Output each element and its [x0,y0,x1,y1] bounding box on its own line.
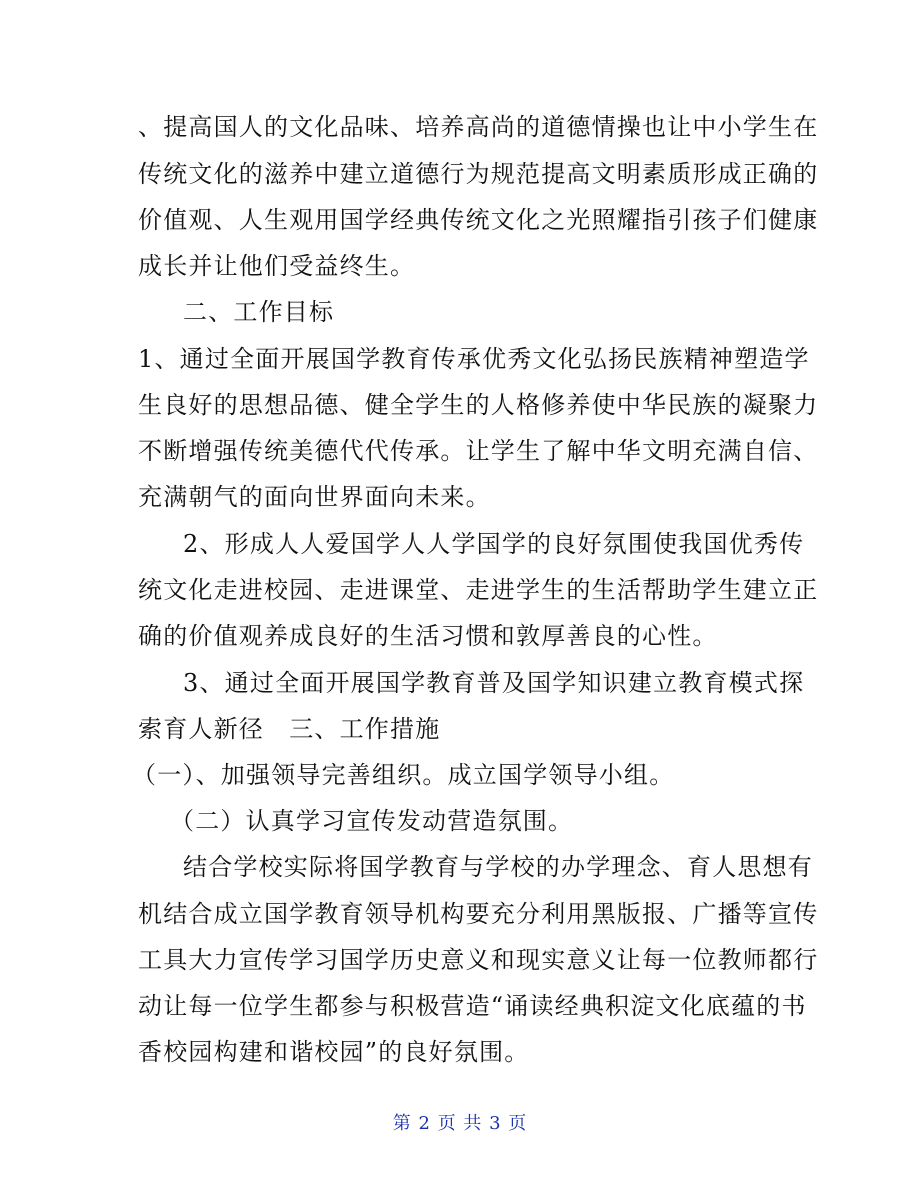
paragraph-line: 结合学校实际将国学教育与学校的办学理念、育人思想有 [183,853,813,881]
paragraph-line: （一）、加强领导完善组织。成立国学领导小组。 [132,761,675,789]
paragraph-line: 工具大力宣传学习国学历史意义和现实意义让每一位教师都行 [138,946,819,974]
paragraph-line: 生良好的思想品德、健全学生的人格修养使中华民族的凝聚力 [138,391,819,419]
paragraph-line: 香校园构建和谐校园”的良好氛围。 [138,1038,530,1066]
paragraph-line: 不断增强传统美德代代传承。让学生了解中华文明充满自信、 [138,437,819,465]
paragraph-line: 价值观、人生观用国学经典传统文化之光照耀指引孩子们健康 [138,206,819,234]
paragraph-line: （二）认真学习宣传发动营造氛围。 [170,807,574,835]
paragraph-line: 2、形成人人爱国学人人学国学的良好氛围使我国优秀传 [183,530,805,558]
paragraph-line: 传统文化的滋养中建立道德行为规范提高文明素质形成正确的 [138,160,819,188]
paragraph-line: 1、通过全面开展国学教育传承优秀文化弘扬民族精神塑造学 [138,345,810,373]
paragraph-line: 动让每一位学生都参与积极营造“诵读经典积淀文化底蕴的书 [138,992,807,1020]
paragraph-line: 成长并让他们受益终生。 [138,252,416,280]
paragraph-line: 索育人新径 三、工作措施 [138,715,441,743]
page-number-footer: 第 2 页 共 3 页 [392,1113,528,1134]
paragraph-line: 3、通过全面开展国学教育普及国学知识建立教育模式探 [183,669,805,697]
paragraph-line: 充满朝气的面向世界面向未来。 [138,483,491,511]
paragraph-line: 、提高国人的文化品味、培养高尚的道德情操也让中小学生在 [138,113,819,141]
paragraph-line: 确的价值观养成良好的生活习惯和敦厚善良的心性。 [138,622,718,650]
paragraph-line: 统文化走进校园、走进课堂、走进学生的生活帮助学生建立正 [138,576,819,604]
section-heading: 二、工作目标 [183,298,335,326]
paragraph-line: 机结合成立国学教育领导机构要充分利用黑版报、广播等宣传 [138,900,819,928]
